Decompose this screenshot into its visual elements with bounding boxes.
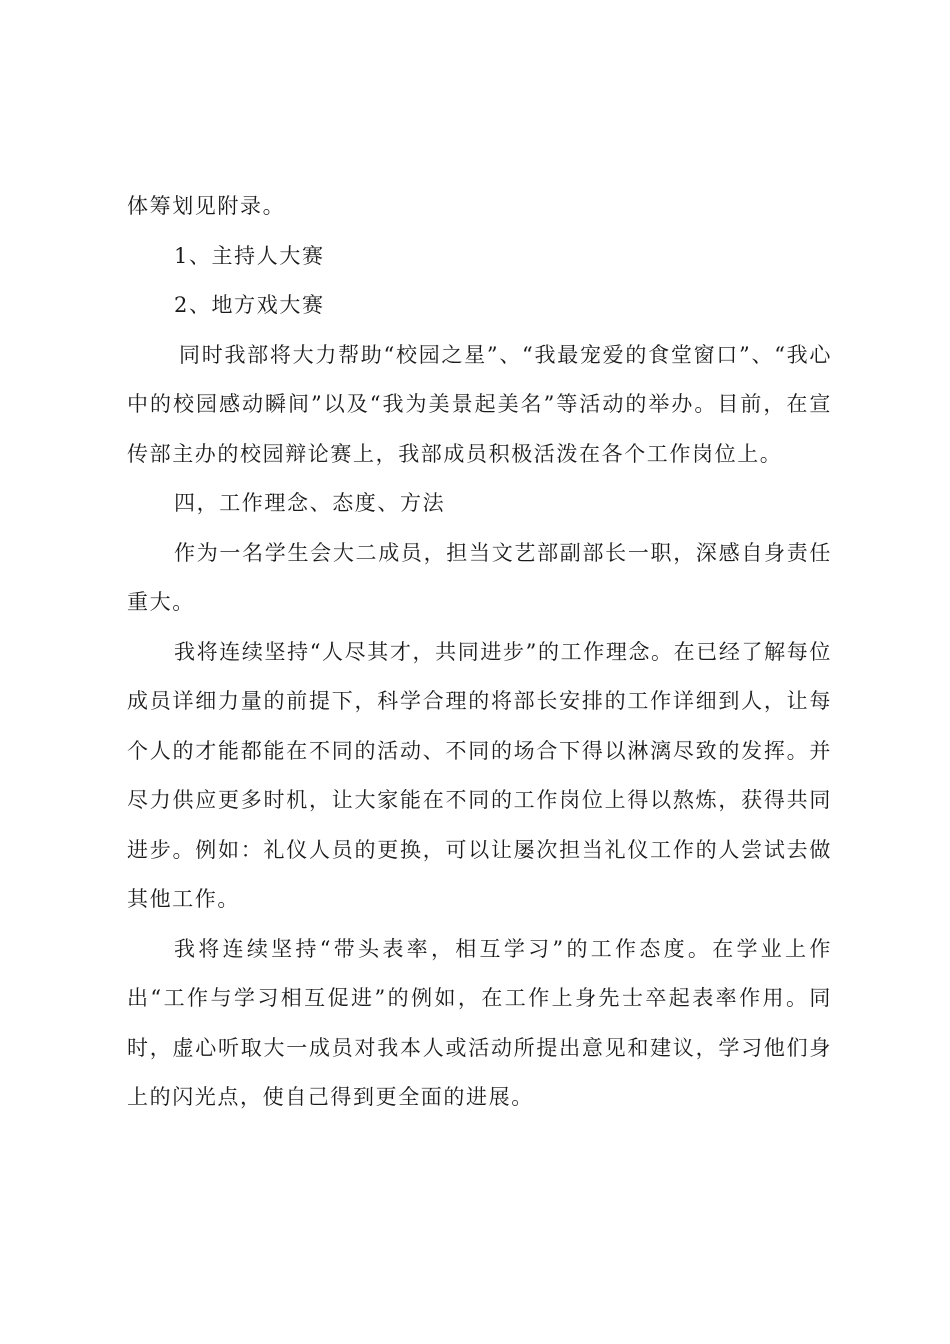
paragraph-role: 作为一名学生会大二成员，担当文艺部副部长一职，深感自身责任重大。 xyxy=(127,540,832,614)
list-item-local-opera-contest: 2、地方戏大赛 xyxy=(174,293,325,317)
paragraph-work-philosophy: 我将连续坚持“人尽其才，共同进步”的工作理念。在已经了解每位成员详细力量的前提下，科学合理的将部长安排的工作详细到人，让每个人的才能都能在不同的活动、不同的场合下得以淋漓尽致的发挥。并尽力供应更多时机，让大家能在不同的工作岗位上得以熬炼，获得共同进步。例如：礼仪人员的更换，可以让屡次担当礼仪工作的人尝试去做其他工作。 xyxy=(127,639,832,911)
section-heading-work-philosophy: 四，工作理念、态度、方法 xyxy=(174,491,446,515)
paragraph-work-attitude: 我将连续坚持“带头表率，相互学习”的工作态度。在学业上作出“工作与学习相互促进”的例如，在工作上身先士卒起表率作用。同时，虚心听取大一成员对我本人或活动所提出意见和建议，学习他们身上的闪光点，使自己得到更全面的进展。 xyxy=(127,936,832,1109)
paragraph-appendix-note: 体筹划见附录。 xyxy=(127,194,286,218)
document-page xyxy=(127,182,832,1123)
list-item-host-contest: 1、主持人大赛 xyxy=(174,243,325,268)
paragraph-activities: 同时我部将大力帮助“校园之星”、“我最宠爱的食堂窗口”、“我心中的校园感动瞬间”以及“我为美景起美名”等活动的举办。目前，在宣传部主办的校园辩论赛上，我部成员积极活泼在各个工作岗位上。 xyxy=(127,342,832,466)
